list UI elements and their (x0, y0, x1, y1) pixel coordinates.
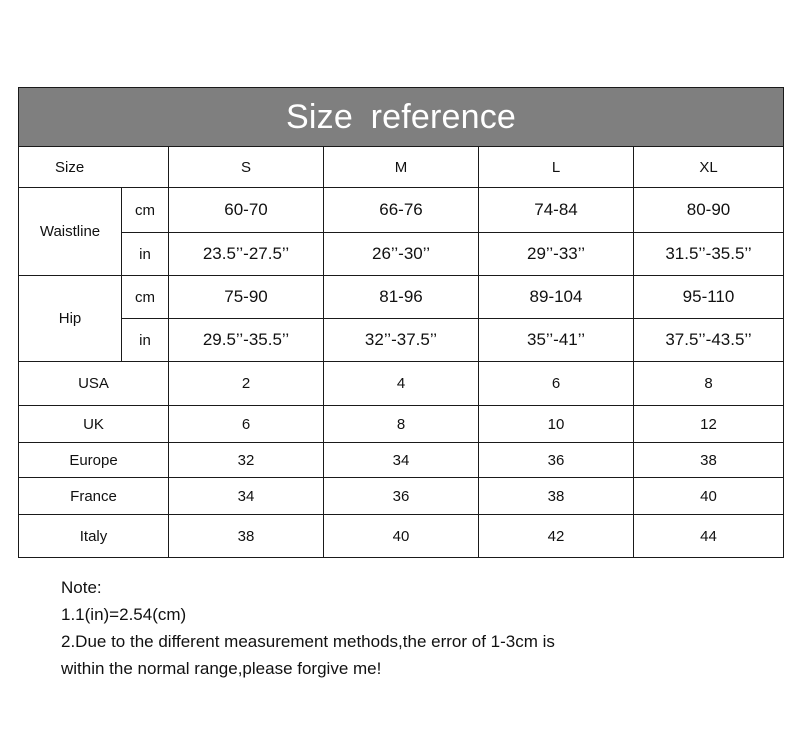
uk-row (19, 406, 784, 443)
italy-row (19, 515, 784, 558)
unit-label: in (122, 233, 169, 276)
note-line: 2.Due to the different measurement methods,the error of 1-3cm is (61, 632, 555, 651)
value-cell: 38 (479, 478, 634, 515)
value-cell: 42 (479, 515, 634, 558)
value-cell: 37.5’’-43.5’’ (634, 319, 784, 362)
unit-label: cm (122, 188, 169, 233)
hip-label: Hip (19, 276, 122, 362)
value-cell: 60-70 (169, 188, 324, 233)
value-cell: 44 (634, 515, 784, 558)
value-cell: 36 (324, 478, 479, 515)
france-row (19, 478, 784, 515)
value-cell: 34 (169, 478, 324, 515)
value-cell: 38 (169, 515, 324, 558)
value-cell: 12 (634, 406, 784, 443)
value-cell: 89-104 (479, 276, 634, 319)
value-cell: 31.5’’-35.5’’ (634, 233, 784, 276)
hip-cm-row (19, 276, 784, 319)
value-cell: 6 (169, 406, 324, 443)
value-cell: 10 (479, 406, 634, 443)
value-cell: 8 (324, 406, 479, 443)
value-cell: 36 (479, 443, 634, 478)
value-cell: 29.5’’-35.5’’ (169, 319, 324, 362)
value-cell: 32’’-37.5’’ (324, 319, 479, 362)
size-header-s: S (169, 147, 324, 188)
size-header-label: Size (19, 147, 169, 188)
size-reference-table (18, 87, 784, 558)
value-cell: 2 (169, 362, 324, 406)
europe-row (19, 443, 784, 478)
waistline-in-row (19, 233, 784, 276)
region-label: Italy (19, 515, 169, 558)
waistline-cm-row (19, 188, 784, 233)
note-line: 1.1(in)=2.54(cm) (61, 605, 187, 624)
title-row (19, 88, 784, 147)
unit-label: cm (122, 276, 169, 319)
unit-label: in (122, 319, 169, 362)
value-cell: 35’’-41’’ (479, 319, 634, 362)
size-header-xl: XL (634, 147, 784, 188)
value-cell: 40 (324, 515, 479, 558)
note-line: within the normal range,please forgive me! (61, 659, 382, 678)
value-cell: 29’’-33’’ (479, 233, 634, 276)
value-cell: 4 (324, 362, 479, 406)
size-header-m: M (324, 147, 479, 188)
value-cell: 74-84 (479, 188, 634, 233)
value-cell: 66-76 (324, 188, 479, 233)
region-label: France (19, 478, 169, 515)
value-cell: 95-110 (634, 276, 784, 319)
region-label: Europe (19, 443, 169, 478)
value-cell: 26’’-30’’ (324, 233, 479, 276)
notes-section (61, 574, 555, 682)
value-cell: 38 (634, 443, 784, 478)
region-label: UK (19, 406, 169, 443)
value-cell: 40 (634, 478, 784, 515)
table-title: Size reference (19, 88, 784, 147)
value-cell: 80-90 (634, 188, 784, 233)
size-header-l: L (479, 147, 634, 188)
hip-in-row (19, 319, 784, 362)
waistline-label: Waistline (19, 188, 122, 276)
usa-row (19, 362, 784, 406)
value-cell: 8 (634, 362, 784, 406)
value-cell: 23.5’’-27.5’’ (169, 233, 324, 276)
value-cell: 6 (479, 362, 634, 406)
value-cell: 32 (169, 443, 324, 478)
notes-heading: Note: (61, 578, 102, 597)
value-cell: 34 (324, 443, 479, 478)
value-cell: 75-90 (169, 276, 324, 319)
size-header-row (19, 147, 784, 188)
region-label: USA (19, 362, 169, 406)
value-cell: 81-96 (324, 276, 479, 319)
